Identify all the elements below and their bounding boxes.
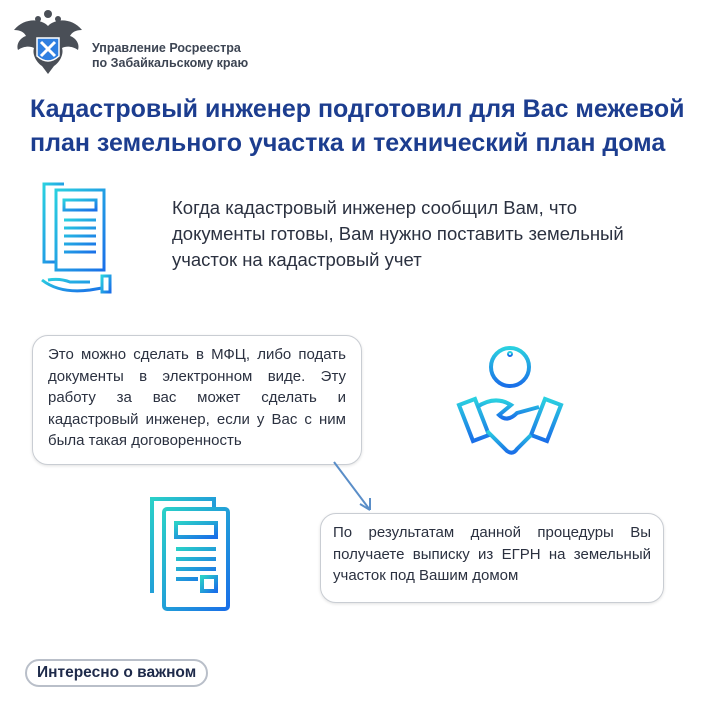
document-in-hand-icon: [40, 182, 112, 294]
handshake-info-icon: [455, 343, 565, 461]
org-name-line2: по Забайкальскому краю: [92, 56, 249, 70]
callout-arrow: [330, 458, 380, 518]
documents-icon: [148, 495, 238, 615]
rosreestr-eagle-logo: [10, 8, 86, 78]
callout-box-mfc: Это можно сделать в МФЦ, либо подать документы в электронном виде. Эту работу за вас может сделать и кадастровый инженер, если у Вас с ним была такая договоренность: [32, 335, 362, 465]
callout-box-egrn: По результатам данной процедуры Вы получаете выписку из ЕГРН на земельный участок под Вашим домом: [320, 513, 664, 603]
footer-badge: Интересно о важном: [25, 659, 208, 687]
page-title: Кадастровый инженер подготовил для Вас межевой план земельного участка и технический план дома: [30, 95, 685, 157]
org-name-line1: Управление Росреестра: [92, 41, 241, 55]
intro-text: Когда кадастровый инженер сообщил Вам, что документы готовы, Вам нужно поставить земельный участок на кадастровый учет: [172, 197, 624, 270]
